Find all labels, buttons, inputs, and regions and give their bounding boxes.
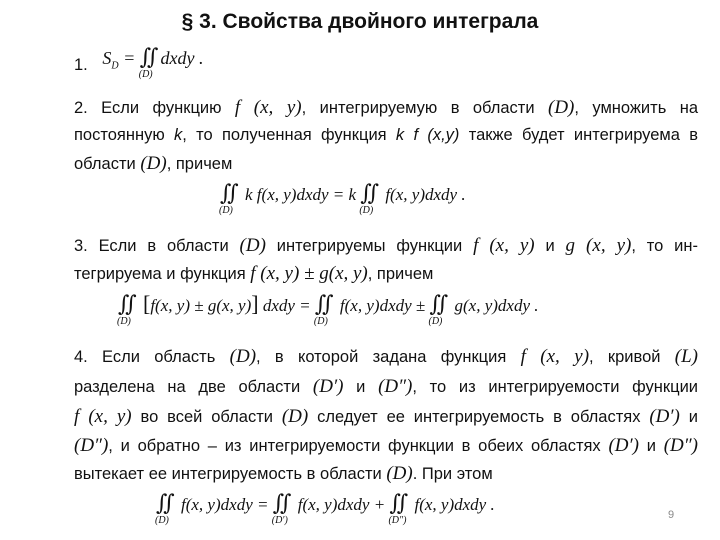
item-3-line-1: 3. Если в области (D) интегрируемы функции f (x, y) и g (x, y), то ин- [74,235,698,256]
item-4-line-3: f (x, y) во всей области (D) следует ее интегрируемость в областях (D′) и [74,406,698,427]
item-1: 1. $S_D$ = ∬ (D) dxdy . [74,44,204,80]
item-4-line-4: (D″), и обратно – из интегрируемости функции в обеих областях (D′) и (D″) [74,435,698,456]
item-4-formula: ∬ (D) f(x, y)dxdy = ∬ (D′) f(x, y)dxdy + ∬ (D″) f(x, y)dxdy . [155,490,495,526]
item-4-line-5: вытекает ее интегрируемость в области (D). При этом [74,463,493,484]
item-2-formula: ∬ (D) k f(x, y)dxdy = k ∬ (D) f(x, y)dxdy . [219,180,466,216]
item-3-formula: ∬ (D) [f(x, y) ± g(x, y)] dxdy = ∬ (D) f(x, y)dxdy ± ∬ (D) g(x, y)dxdy . [117,291,539,327]
page-number: 9 [668,509,675,521]
item-2-line-3: области (D), причем [74,153,233,174]
item-4-line-1: 4. Если область (D), в которой задана функция f (x, y), кривой (L) [74,346,698,367]
item-4-line-2: разделена на две области (D′) и (D″), то из интегрируемости функции [74,376,699,397]
item-2-line-2: постоянную k, то полученная функция k f (x,y) также будет интегрируема в [74,126,699,144]
item-2-line-1: 2. Если функцию f (x, y), интегрируемую в области (D), умножить на [74,97,698,118]
page-title: § 3. Свойства двойного интеграла [181,10,539,33]
item-3-line-2: тегрируема и функция f (x, y) ± g(x, y), причем [74,263,434,284]
